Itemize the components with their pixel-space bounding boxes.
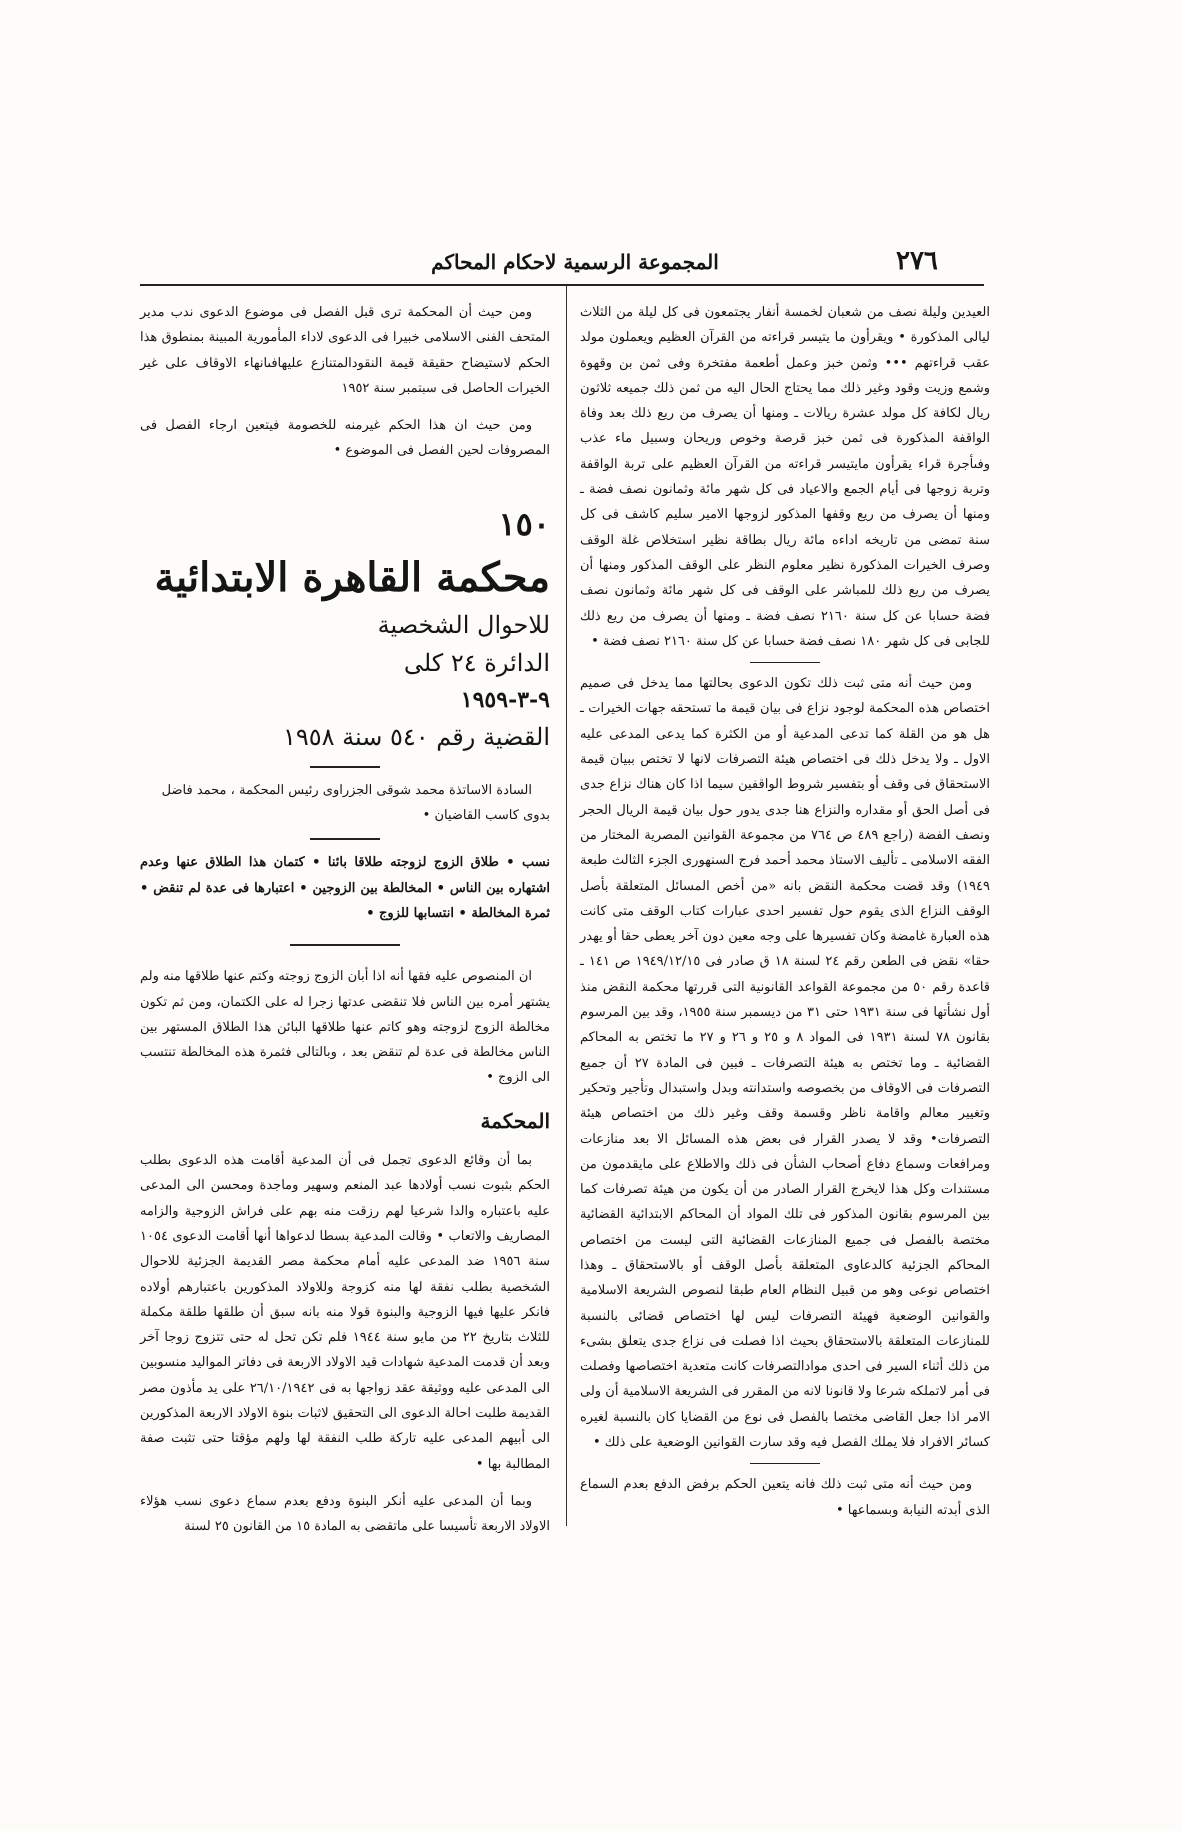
headnote: نسب • طلاق الزوج لزوجته طلاقا بائنا • كتمان هذا الطلاق عنها وعدم اشتهاره بين الناس • المخالطة بين الزوجين • اعتبارها فى عدة لم تنقض • ثمرة المخالطة • انتسابها للزوج • bbox=[140, 855, 550, 921]
body-paragraph: وبما أن المدعى عليه أنكر البنوة ودفع بعدم سماع دعوى نسب هؤلاء الاولاد الاربعة تأسيسا على ماتقضى به المادة ١٥ من القانون ٢٥ لسنة bbox=[140, 1493, 550, 1535]
body-paragraph: ومن حيث أنه متى ثبت ذلك فانه يتعين الحكم برفض الدفع بعدم السماع الذى أبدته النيابة وبسماعها • bbox=[580, 1477, 990, 1518]
running-title: المجموعة الرسمية لاحكام المحاكم bbox=[431, 250, 719, 274]
court-division: للاحوال الشخصية bbox=[377, 610, 550, 639]
header-rule bbox=[140, 284, 984, 286]
court-section-heading: المحكمة bbox=[480, 1108, 550, 1133]
body-paragraph: ومن حيث أنه متى ثبت ذلك تكون الدعوى بحالتها مما يدخل فى صميم اختصاص هذه المحكمة لوجود نزاع فى بيان قيمة ما تستحقه جهات الخيرات ـ هل هو من القلة كما تدعى المدعية أو من الكثرة كما يدعى المدعى عليه الاول ـ ولا يدخل ذلك فى اختصاص هيئة التصرفات لانها لا تختص ببيان قيمة الاستحقاق فى وقف أو بتفسير شروط الواقفين سيما اذا كان هناك نزاع جدى فى أصل الحق أو مقداره والنزاع هنا جدى يدور حول بيان قيمة الريال الحجر ونصف الفضة (راجع ٤٨٩ ص ٧٦٤ من مجموعة القوانين المصرية المختار من الفقه الاسلامى ـ تأليف الاستاذ محمد أحمد فرج السنهورى الجزء الثالث طبعة ١٩٤٩) وقد قضت محكمة النقض بانه «من أخص المسائل المتعلقة بأصل الوقف النزاع الذى يقوم حول تفسير احدى عبارات كتاب الوقف متى كانت هذه العبارة غامضة وكان تفسيرها على وجه معين دون آخر يعطى حقا أو يهدر حقا» نقض فى الطعن رقم ٢٤ لسنة ١٨ ق صادر فى ١٩٤٩/١٢/١٥ ص ١٤١ ـ قاعدة رقم ٥٠ من مجموعة القواعد القانونية التى قررتها محكمة النقض منذ أول نشأتها فى سنة ١٩٣١ حتى ٣١ من ديسمبر سنة ١٩٥٥، وقد بين المرسوم بقانون ٧٨ لسنة ١٩٣١ فى المواد ٨ و ٢٥ و ٢٦ و ٢٧ ما تختص به المحاكم القضائية ـ وما تختص به هيئة التصرفات ـ فبين فى المادة ٢٧ أن جميع التصرفات فى الاوقاف من بخصوصه واستدانته وبدل واستبدال وتأجير وتحكير وتغيير معالم واقامة ناظر وقسمة وقف وغير ذلك من اختصاص هيئة التصرفات• وقد لا يصدر القرار فى بعض هذه المسائل الا بعد منازعات ومرافعات وسماع دفاع أصحاب الشأن فى ذلك والاطلاع على مايقدمون من مستندات وكل هذا لايخرج القرار الصادر من أن يكون من هيئة تصرفات كما بين المرسوم بقانون المذكور فى تلك المواد أن المحاكم الابتدائية القضائية مختصة بالفصل فى جميع المنازعات القضائية التى ليست من اختصاص المحاكم الجزئية كالدعاوى المتعلقة بأصل الوقف أو بالاستحقاق ـ وهذا اختصاص نوعى وهو من قبيل النظام العام طبقا لنصوص الشريعة الاسلامية والقوانين الوضعية فهيئة التصرفات ليس لها اختصاص قضائى بالنسبة للمنازعات المتعلقة بالاستحقاق بحيث اذا فصلت فى نزاع جدى يتعلق بشىء من ذلك أثناء السير فى احدى موادالتصرفات كانت متعدية اختصاصها وفصلت فى أمر لاتملكه شرعا ولا قانونا لانه من المقرر فى الشريعة الاسلامية أن ولى الامر اذا جعل القاضى مختصا بالفصل فى نوع من القضايا كان بالنسبة لغيره كسائر الافراد فلا يملك الفصل فيه وقد سارت القوانين الوضعية على ذلك • bbox=[580, 676, 991, 1451]
body-paragraph: ومن حيث أن المحكمة ترى قبل الفصل فى موضوع الدعوى ندب مدير المتحف الفنى الاسلامى خبيرا فى الدعوى لاداء المأمورية المبينة بمنطوق هذا الحكم لاستيضاح حقيقة قيمة النقودالمتنازع عليهافىانهاء الاوقاف على غير الخيرات الحاصل فى سبتمبر سنة ١٩٥٢ bbox=[140, 305, 550, 396]
section-divider bbox=[750, 1463, 820, 1464]
short-rule bbox=[310, 766, 380, 768]
case-header bbox=[140, 504, 550, 768]
column-divider bbox=[566, 286, 567, 1526]
left-column bbox=[140, 300, 550, 1540]
court-name: محكمة القاهرة الابتدائية bbox=[154, 553, 550, 601]
right-column bbox=[580, 300, 990, 1523]
body-paragraph: ومن حيث ان هذا الحكم غيرمنه للخصومة فيتعين ارجاء الفصل فى المصروفات لحين الفصل فى الموضوع • bbox=[140, 418, 550, 459]
case-number: ١٥٠ bbox=[498, 504, 550, 543]
case-date: ٩-٣-١٩٥٩ bbox=[460, 686, 550, 713]
short-rule bbox=[310, 838, 380, 840]
court-circuit: الدائرة ٢٤ كلى bbox=[403, 648, 550, 677]
section-divider bbox=[750, 662, 820, 663]
wide-rule bbox=[290, 944, 400, 946]
page-number: ٢٧٦ bbox=[896, 246, 938, 276]
body-paragraph: العيدين وليلة نصف من شعبان لخمسة أنفار يجتمعون فى كل ليلة من الثلاث ليالى المذكورة • ويقرأون ما يتيسر قراءته من القرآن العظيم ويعملون مولد عقب قراءتهم ••• وثمن خبز وعمل أطعمة مفتخرة وفى ثمن بن وقهوة وشمع وزيت وقود وغير ذلك مما يحتاج الحال اليه من ثمن ذلك جميعه ثلاثون ريال لكافة كل مولد عشرة ريالات ـ ومنها أن يصرف من ريع ذلك بعد وفاة الواقفة المذكورة فى ثمن خبز قرصة وخوص وريحان وسبيل ماء عذب وفىأجرة قراء يقرأون مايتيسر قراءته من القرآن العظيم على تربة الواقفة وتربة زوجها فى أيام الجمع والاعياد فى كل شهر مائة وثمانون نصف فضة ـ ومنها أن يصرف من ريع وقفها المذكور لزوجها الامير سليم كاشف فى كل سنة تمضى من تاريخه اداءه مائة ريال بطاقة نظير استخلاص غلة الوقف وصرف الخيرات المذكورة نظير معلوم النظر على الوقف المذكور ومنها أن يصرف من ريع ذلك للمباشر على الوقف فى كل شهر مائة وثمانون نصف فضة حسابا عن كل سنة ٢١٦٠ نصف فضة ـ ومنها أن يصرف من ريع ذلك للجابى فى كل شهر ١٨٠ نصف فضة حسابا عن كل سنة ٢١٦٠ نصف فضة • bbox=[580, 305, 990, 649]
judges-line: السادة الاساتذة محمد شوقى الجزراوى رئيس المحكمة ، محمد فاضل بدوى كاسب القاضيان • bbox=[161, 782, 550, 824]
case-reference: القضية رقم ٥٤٠ سنة ١٩٥٨ bbox=[282, 722, 550, 751]
body-paragraph: بما أن وقائع الدعوى تجمل فى أن المدعية أقامت هذه الدعوى بطلب الحكم بثبوت نسب أولادها عبد المنعم وسهير وماجدة ومحسن الى المدعى عليه باعتباره والدا شرعيا لهم رزقت منه بهم على فراش الزوجية والزامه المصاريف والاتعاب • وقالت المدعية بسطا لدعواها أنها أقامت الدعوى ١٠٥٤ سنة ١٩٥٦ ضد المدعى عليه أمام محكمة مصر القديمة الجزئية للاحوال الشخصية بطلب نفقة لها منه كزوجة وللاولاد المذكورين باعتبارهم أولاده فانكر عليها فيها الزوجية والبنوة قولا منه بانه سبق أن طلقها طلقة مكملة للثلاث بتاريخ ٢٢ من مايو سنة ١٩٤٤ فلم تكن تحل له حتى تتزوج زوجا آخر وبعد أن قدمت المدعية شهادات قيد الاولاد الاربعة فى دفاتر المواليد منسوبين الى المدعى عليه ووثيقة عقد زواجها به فى ٢٦/١٠/١٩٤٢ على يد مأذون مصر القديمة طلبت احالة الدعوى الى التحقيق لاثبات بنوة الاولاد الاربعة المذكورين الى أبيهم المدعى عليه تاركة طلب النفقة لها ولهم مؤقتا حتى تثبت صفة المطالبة بها • bbox=[140, 1153, 550, 1472]
legal-principle: ان المنصوص عليه فقها أنه اذا أبان الزوج زوجته وكتم عنها طلاقها منه ولم يشتهر أمره بين الناس فلا تنقضى عدتها زجرا له على الكتمان، ومن ثم تكون مخالطة الزوج لزوجته وهو كاتم عنها طلاقها البائن هذا الطلاق المستهر بين الناس مخالطة فى عدة لم تنقض بعد ، وبالتالى فثمرة هذه المخالطة تنتسب الى الزوج • bbox=[140, 969, 550, 1086]
